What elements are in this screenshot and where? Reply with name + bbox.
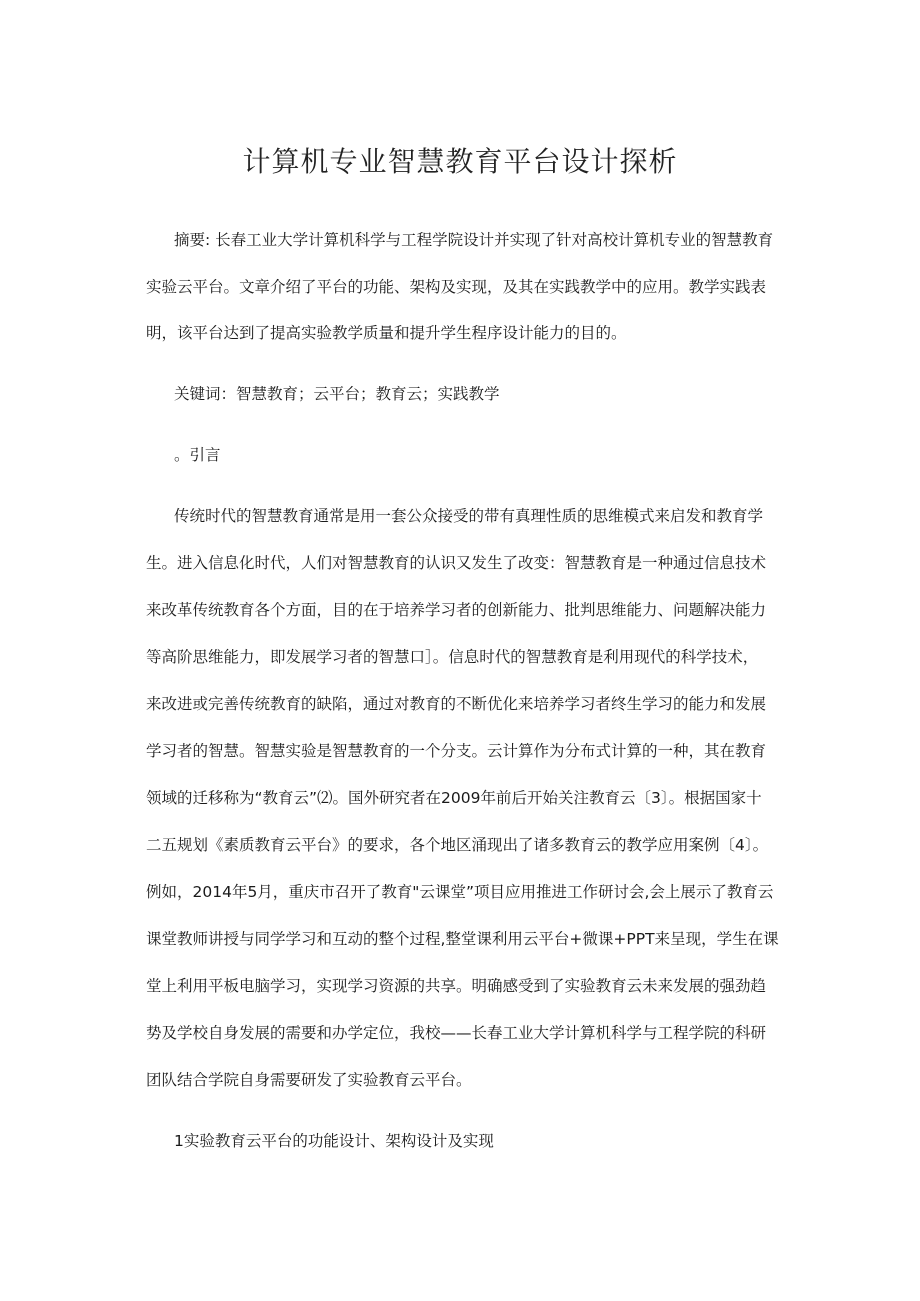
body-line: 学习者的智慧。智慧实验是智慧教育的一个分支。云计算作为分布式计算的一种，其在教育 <box>146 742 767 760</box>
body-line: 势及学校自身发展的需要和办学定位，我校——长春工业大学计算机科学与工程学院的科研 <box>146 1024 767 1042</box>
intro-heading: 。引言 <box>174 446 221 464</box>
body-line: 堂上利用平板电脑学习，实现学习资源的共享。明确感受到了实验教育云未来发展的强劲趋 <box>146 977 767 995</box>
body-line: 领域的迁移称为“教育云”⑵。国外研究者在2009年前后开始关注教育云〔3〕。根据国家十 <box>146 789 762 807</box>
document-title: 计算机专业智慧教育平台设计探析 <box>242 145 678 178</box>
abstract-line: 明，该平台达到了提高实验教学质量和提升学生程序设计能力的目的。 <box>146 324 627 342</box>
abstract-line: 实验云平台。文章介绍了平台的功能、架构及实现，及其在实践教学中的应用。教学实践表 <box>146 278 767 296</box>
body-line: 二五规划《素质教育云平台》的要求，各个地区涌现出了诸多教育云的教学应用案例〔4〕。 <box>146 836 769 854</box>
body-line: 传统时代的智慧教育通常是用一套公众接受的带有真理性质的思维模式来启发和教育学 <box>174 507 764 525</box>
abstract-line: 摘要: 长春工业大学计算机科学与工程学院设计并实现了针对高校计算机专业的智慧教育 <box>174 231 774 249</box>
body-line: 课堂教师讲授与同学学习和互动的整个过程,整堂课利用云平台+微课+PPT来呈现，学生在课 <box>146 930 779 948</box>
body-line: 生。进入信息化时代，人们对智慧教育的认识又发生了改变：智慧教育是一种通过信息技术 <box>146 554 767 572</box>
section-heading: 1实验教育云平台的功能设计、架构设计及实现 <box>174 1132 494 1150</box>
body-line: 来改进或完善传统教育的缺陷，通过对教育的不断优化来培养学习者终生学习的能力和发展 <box>146 695 767 713</box>
body-line: 团队结合学院自身需要研发了实验教育云平台。 <box>146 1071 472 1089</box>
body-line: 例如，2014年5月，重庆市召开了教育"云课堂”项目应用推进工作研讨会,会上展示了教育云 <box>146 883 774 901</box>
body-line: 等高阶思维能力，即发展学习者的智慧口］。信息时代的智慧教育是利用现代的科学技术， <box>146 648 759 666</box>
body-line: 来改革传统教育各个方面，目的在于培养学习者的创新能力、批判思维能力、问题解决能力 <box>146 601 767 619</box>
keywords: 关键词：智慧教育；云平台；教育云；实践教学 <box>174 385 500 403</box>
